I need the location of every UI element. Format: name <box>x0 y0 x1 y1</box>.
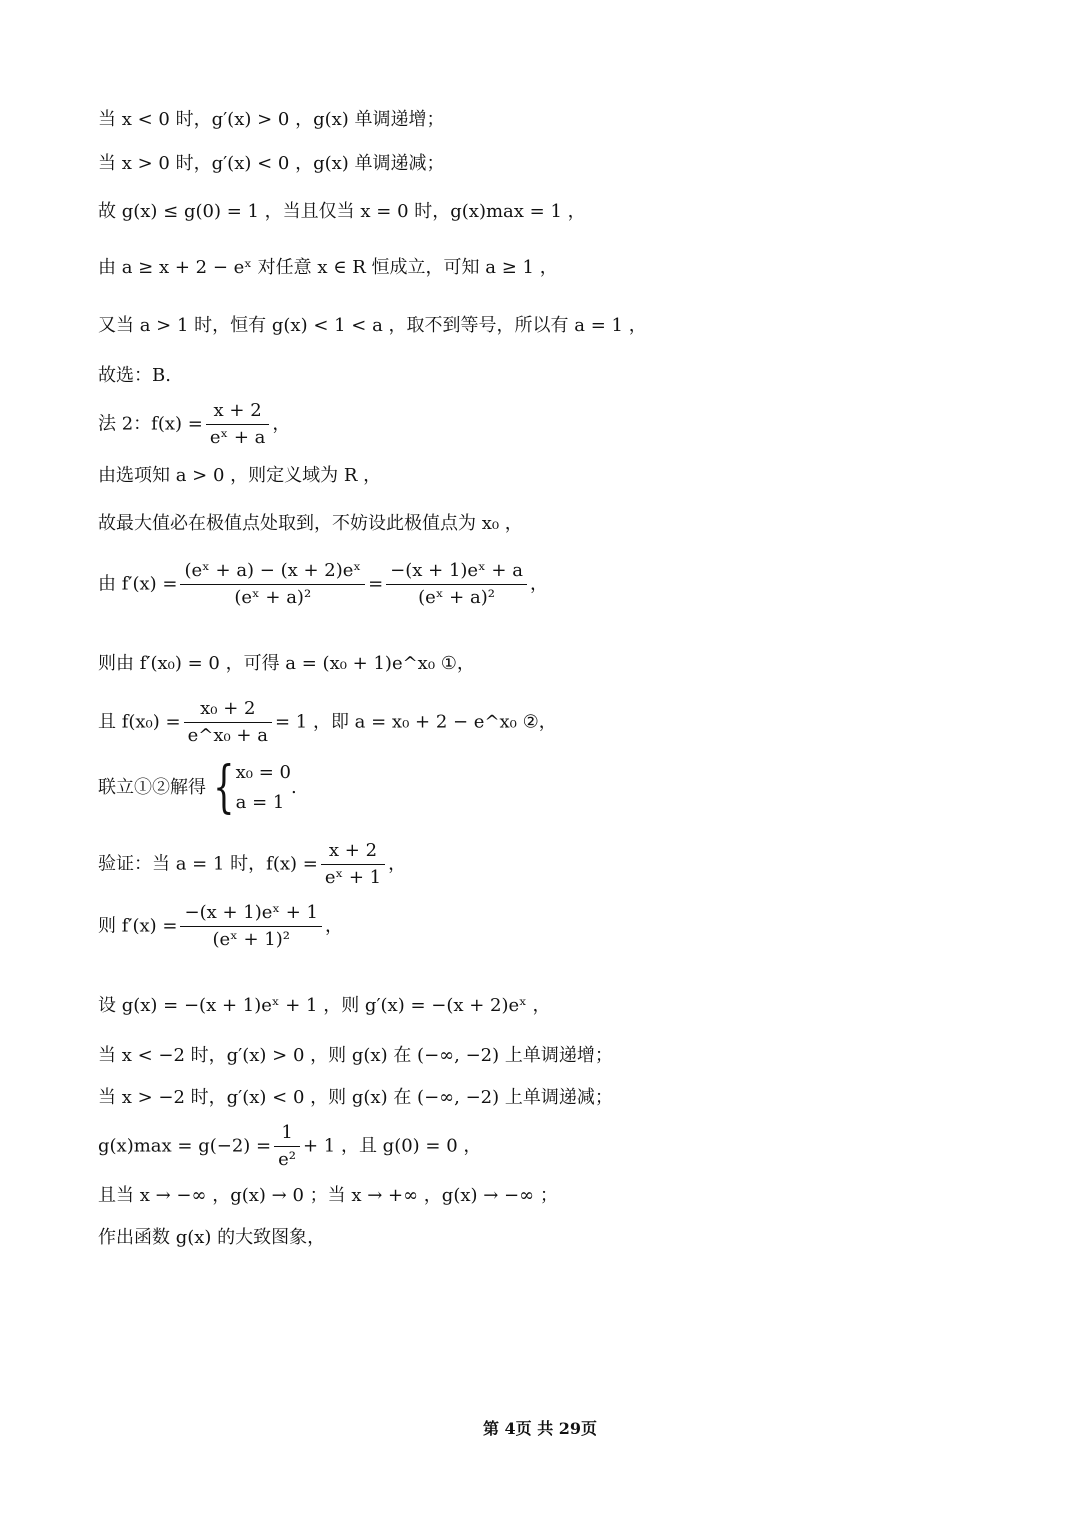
equation-prefix: 则 f′(x) = <box>98 915 178 937</box>
equation-suffix: ， <box>272 413 291 435</box>
text-line: 由选项知 a > 0 ，则定义域为 R ， <box>98 465 382 486</box>
denominator: (eˣ + a)² <box>418 587 495 608</box>
equation-line <box>98 1120 481 1173</box>
equation-prefix: 由 f′(x) = <box>98 573 178 595</box>
numerator: −(x + 1)eˣ + 1 <box>180 900 322 927</box>
text-line: 由 a ≥ x + 2 − eˣ 对任意 x ∈ R 恒成立，可知 a ≥ 1 ， <box>98 257 558 278</box>
numerator: −(x + 1)eˣ + a <box>386 558 527 585</box>
equation-suffix: = 1 ，即 a = x₀ + 2 − e^x₀ ②， <box>274 711 557 733</box>
left-brace: { <box>213 755 235 820</box>
equation-prefix: 联立①②解得 <box>98 777 206 798</box>
text-line: 当 x > 0 时，g′(x) < 0 ，g(x) 单调递减； <box>98 153 445 174</box>
numerator: x + 2 <box>206 398 270 425</box>
numerator: 1 <box>274 1120 300 1147</box>
text-line: 故选：B. <box>98 365 171 386</box>
equation-line <box>98 900 343 953</box>
equation-suffix: . <box>291 777 297 798</box>
denominator: eˣ + 1 <box>324 867 382 888</box>
equation-prefix: 法 2：f(x) = <box>98 413 203 435</box>
fraction <box>206 398 270 451</box>
text-line: 作出函数 g(x) 的大致图象， <box>98 1227 326 1248</box>
equation-suffix: ， <box>325 915 343 937</box>
fraction <box>386 558 527 611</box>
fraction <box>180 558 365 611</box>
text-line: 且当 x → −∞ ，g(x) → 0 ；当 x → +∞ ，g(x) → −∞ ； <box>98 1185 558 1206</box>
fraction <box>184 696 272 749</box>
equation-line <box>98 558 548 611</box>
text-line: 当 x < 0 时，g′(x) > 0 ，g(x) 单调递增； <box>98 109 445 130</box>
equation-line <box>98 838 406 891</box>
denominator: (eˣ + 1)² <box>212 929 290 950</box>
denominator: (eˣ + a)² <box>234 587 312 608</box>
denominator: e² <box>278 1149 296 1170</box>
system-row: a = 1 <box>235 792 285 813</box>
text-line: 设 g(x) = −(x + 1)eˣ + 1 ，则 g′(x) = −(x + 2)eˣ ， <box>98 995 551 1016</box>
equation-suffix: + 1 ，且 g(0) = 0 ， <box>302 1135 482 1157</box>
fraction <box>180 900 322 953</box>
text-line: 故 g(x) ≤ g(0) = 1 ，当且仅当 x = 0 时，g(x)max = 1 ， <box>98 201 586 222</box>
denominator: eˣ + a <box>209 427 266 448</box>
equation-suffix: ， <box>388 853 407 875</box>
equation-prefix: 且 f(x₀) = <box>98 711 181 733</box>
text-line: 当 x > −2 时，g′(x) < 0 ，则 g(x) 在 (−∞, −2) 上单调递减； <box>98 1087 613 1108</box>
denominator: e^x₀ + a <box>187 725 268 746</box>
equals-sign: = <box>368 573 384 595</box>
text-line: 故最大值必在极值点处取到，不妨设此极值点为 x₀ ， <box>98 513 523 534</box>
numerator: (eˣ + a) − (x + 2)eˣ <box>180 558 365 585</box>
equation-prefix: 验证：当 a = 1 时，f(x) = <box>98 853 318 875</box>
equation-line <box>98 696 557 749</box>
text-line: 当 x < −2 时，g′(x) > 0 ，则 g(x) 在 (−∞, −2) 上单调递增； <box>98 1045 613 1066</box>
equation-prefix: g(x)max = g(−2) = <box>98 1135 272 1157</box>
numerator: x₀ + 2 <box>184 696 272 723</box>
fraction <box>321 838 385 891</box>
text-line: 又当 a > 1 时，恒有 g(x) < 1 < a ，取不到等号，所以有 a = 1 ， <box>98 315 647 336</box>
equation-system-line <box>98 755 297 820</box>
fraction <box>274 1120 300 1173</box>
text-line: 则由 f′(x₀) = 0 ，可得 a = (x₀ + 1)e^x₀ ①， <box>98 653 475 674</box>
equation-system <box>236 758 291 818</box>
equation-suffix: ， <box>529 573 548 595</box>
numerator: x + 2 <box>321 838 385 865</box>
equation-line <box>98 398 290 451</box>
system-row: x₀ = 0 <box>235 762 291 783</box>
page-footer: 第 4页 共 29页 <box>482 1419 598 1438</box>
